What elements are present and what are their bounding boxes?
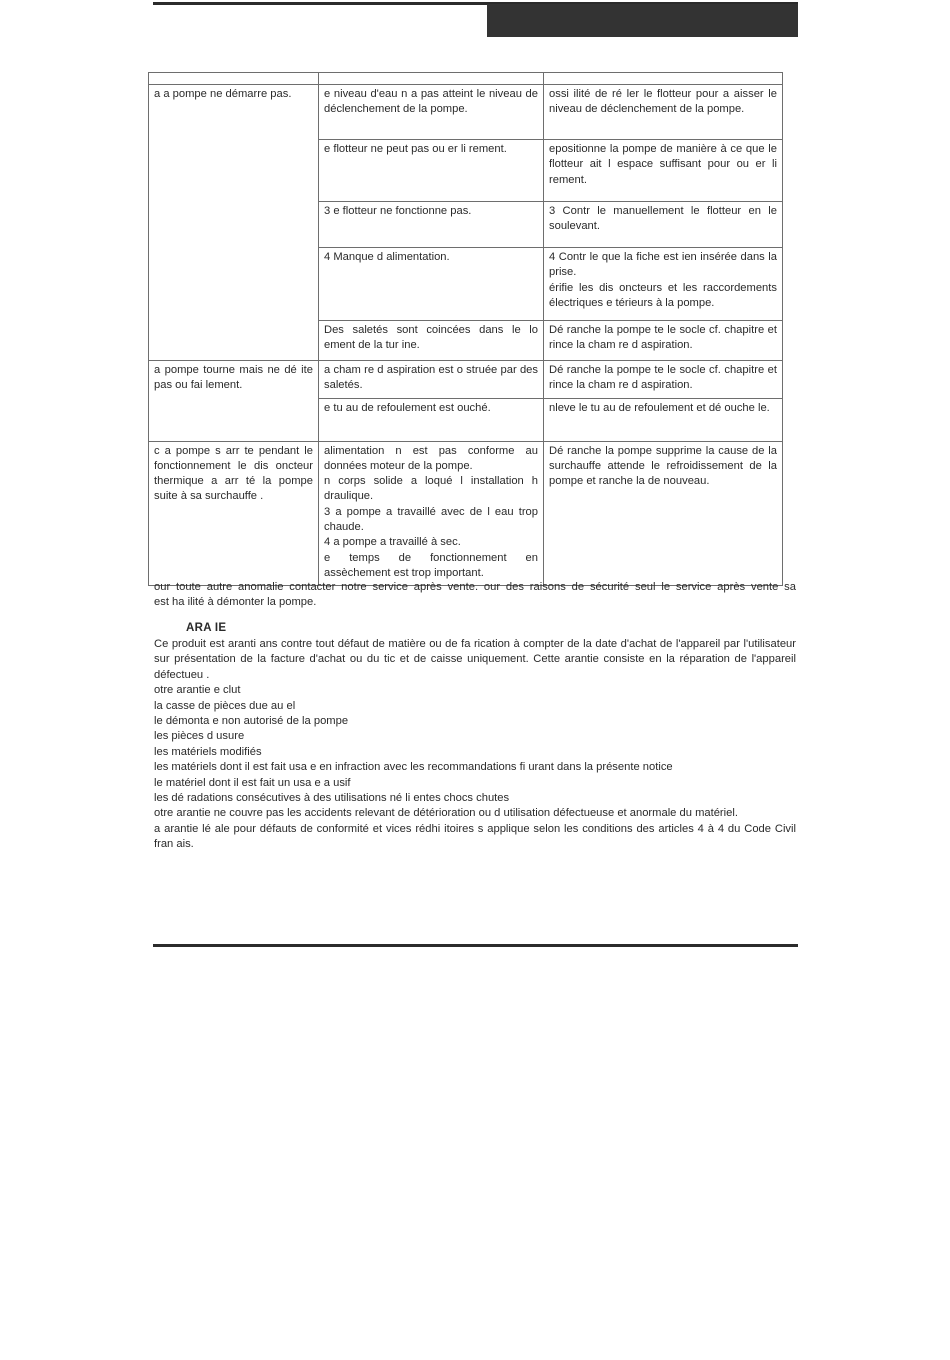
remedy-cell: ossi ilité de ré ler le flotteur pour a aisser le niveau de déclenchement de la pompe.	[544, 85, 783, 140]
list-item: les matériels dont il est fait usa e en infraction avec les recommandations fi urant dans la présente notice	[154, 761, 673, 774]
cause-cell: 4 Manque d alimentation.	[319, 248, 544, 321]
problem-cell: a pompe tourne mais ne dé ite pas ou fai lement.	[149, 361, 319, 442]
remedy-cell: epositionne la pompe de manière à ce que le flotteur ait l espace suffisant pour ou er li rement.	[544, 140, 783, 202]
remedy-cell: Dé ranche la pompe te le socle cf. chapitre et rince la cham re d aspiration.	[544, 321, 783, 361]
list-item: les pièces d usure	[154, 730, 245, 743]
table-row	[149, 441, 783, 586]
remedy-cell: Dé ranche la pompe supprime la cause de la surchauffe attende le refroidissement de la pompe et ranche la de nouveau.	[544, 441, 783, 586]
list-item: les dé radations consécutives à des utilisations né li entes chocs chutes	[154, 792, 510, 805]
cause-line: alimentation n est pas conforme au données moteur de la pompe.	[324, 444, 538, 472]
list-item: le démonta e non autorisé de la pompe	[154, 715, 349, 728]
guarantee-intro: Ce produit est aranti ans contre tout défaut de matière ou de fa rication à compter de la date d'achat de l'appareil par l'utilisateur sur présentation de la facture d'achat ou du tic et de caisse uniquement. Cette arantie consiste en la réparation de l'appareil défectueu .	[154, 638, 796, 681]
note-line: our toute autre anomalie contacter notre service après vente. our des raisons de sécurité seul le service après vente sa	[154, 581, 796, 593]
cause-cell: e flotteur ne peut pas ou er li rement.	[319, 140, 544, 202]
cause-line: 3 a pompe a travaillé avec de l eau trop chaude.	[324, 505, 538, 534]
remedy-cell: Dé ranche la pompe te le socle cf. chapitre et rince la cham re d aspiration.	[544, 361, 783, 399]
cause-cell: e tu au de refoulement est ouché.	[319, 398, 544, 441]
list-item: la casse de pièces due au el	[154, 699, 296, 712]
cause-line: 4 a pompe a travaillé à sec.	[324, 536, 461, 549]
list-item: les matériels modifiés	[154, 745, 262, 758]
problem-cell: c a pompe s arr te pendant le fonctionnement le dis oncteur thermique a arr té la pompe suite à sa surchauffe .	[149, 441, 319, 586]
cause-line: e temps de fonctionnement en assèchement est trop important.	[324, 551, 538, 579]
after-sales-note	[154, 580, 796, 611]
remedy-cell	[544, 248, 783, 321]
table-header-row	[149, 73, 783, 85]
remedy-cell: 3 Contr le manuellement le flotteur en le soulevant.	[544, 202, 783, 248]
cause-cell: 3 e flotteur ne fonctionne pas.	[319, 202, 544, 248]
note-line: est ha ilité à démonter la pompe.	[154, 596, 317, 609]
header-remedy	[544, 73, 783, 85]
cause-cell	[319, 441, 544, 586]
guarantee-legal: a arantie lé ale pour défauts de conformité et vices rédhi itoires s applique selon les conditions des articles 4 à 4 du Code Civil fran ais.	[154, 822, 796, 851]
header-cause	[319, 73, 544, 85]
remedy-line: 4 Contr le que la fiche est ien insérée dans la prise.	[549, 251, 777, 279]
cause-cell: Des saletés sont coincées dans le lo ement de la tur ine.	[319, 321, 544, 361]
footer-rule	[153, 944, 798, 947]
list-item: otre arantie ne couvre pas les accidents relevant de détérioration ou d utilisation défectueuse et anormale du matériel.	[154, 807, 738, 820]
table-row	[149, 361, 783, 399]
guarantee-excludes: otre arantie e clut	[154, 684, 241, 697]
header-bar	[487, 4, 798, 37]
header-problem	[149, 73, 319, 85]
cause-line: n corps solide a loqué l installation h draulique.	[324, 475, 538, 503]
troubleshooting-table	[148, 72, 783, 586]
guarantee-title: ARA IE	[186, 622, 227, 634]
table-row	[149, 85, 783, 140]
guarantee-section	[154, 637, 796, 853]
remedy-line: érifie les dis oncteurs et les raccordements électriques e térieurs à la pompe.	[549, 281, 777, 309]
cause-cell: a cham re d aspiration est o struée par des saletés.	[319, 361, 544, 399]
list-item: le matériel dont il est fait un usa e a usif	[154, 776, 351, 789]
cause-cell: e niveau d'eau n a pas atteint le niveau de déclenchement de la pompe.	[319, 85, 544, 140]
remedy-cell: nleve le tu au de refoulement et dé ouche le.	[544, 398, 783, 441]
problem-cell: a a pompe ne démarre pas.	[149, 85, 319, 361]
